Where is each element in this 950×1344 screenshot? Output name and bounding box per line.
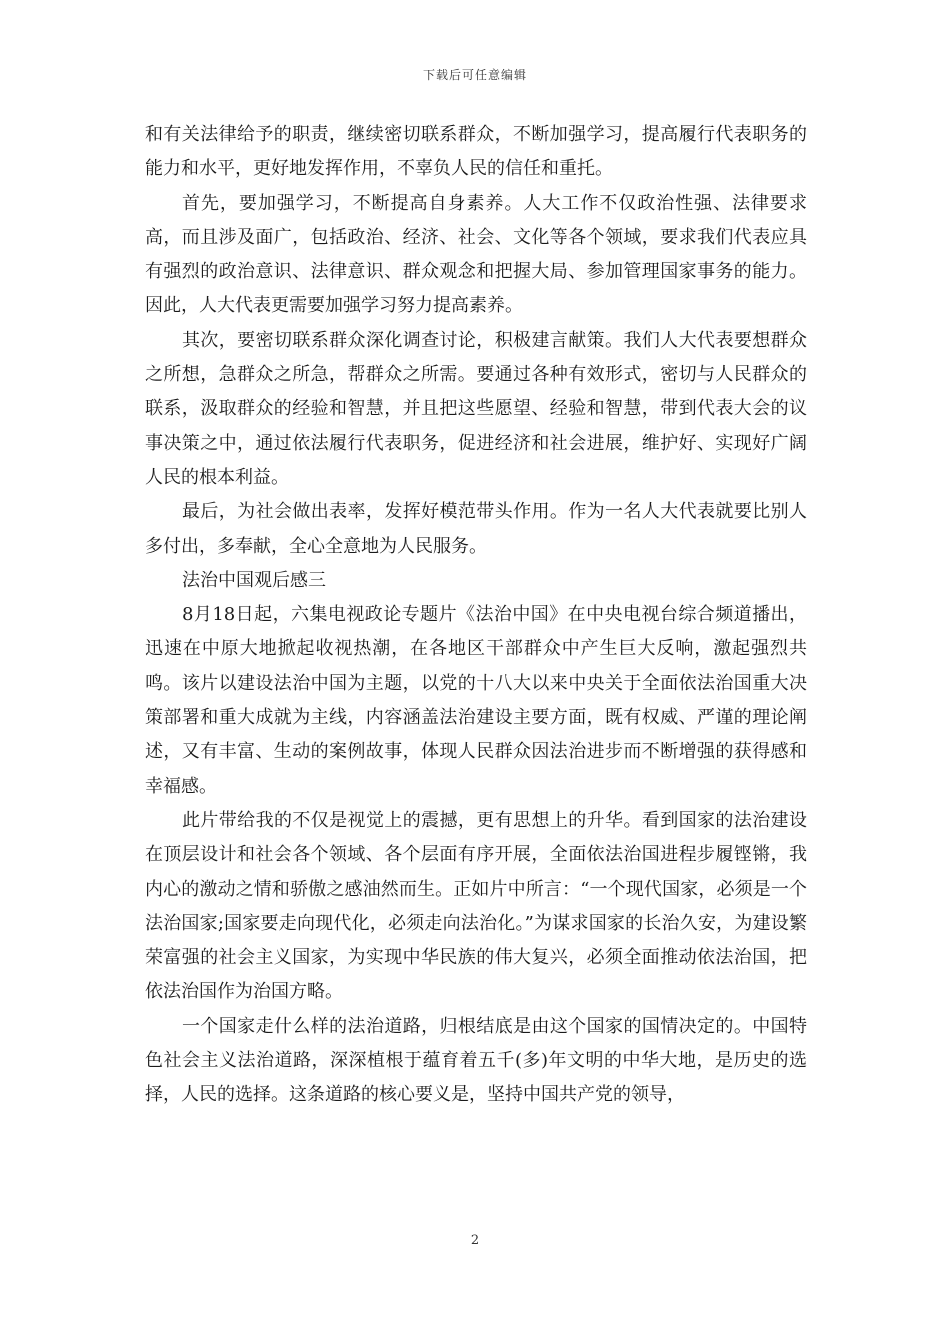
paragraph-continuation: 和有关法律给予的职责，继续密切联系群众，不断加强学习，提高履行代表职务的能力和水平，更好地发挥作用，不辜负人民的信任和重托。: [145, 124, 807, 180]
document-body: [145, 118, 807, 1113]
page-header: 下载后可任意编辑: [422, 68, 527, 82]
paragraph-last: 最后，为社会做出表率，发挥好模范带头作用。作为一名人大代表就要比别人多付出，多奉献，全心全意地为人民服务。: [145, 501, 807, 557]
section-title: 法治中国观后感三: [182, 569, 326, 591]
paragraph-impression: 此片带给我的不仅是视觉上的震撼，更有思想上的升华。看到国家的法治建设在顶层设计和社会各个领域、各个层面有序开展，全面依法治国进程步履铿锵，我内心的激动之情和骄傲之感油然而生。正如片中所言：“一个现代国家，必须是一个法治国家;国家要走向现代化，必须走向法治化。”为谋求国家的长治久安，为建设繁荣富强的社会主义国家，为实现中华民族的伟大复兴，必须全面推动依法治国，把依法治国作为治国方略。: [145, 809, 807, 1003]
paragraph-second: 其次，要密切联系群众深化调查讨论，积极建言献策。我们人大代表要想群众之所想，急群众之所急，帮群众之所需。要通过各种有效形式，密切与人民群众的联系，汲取群众的经验和智慧，并且把这些愿望、经验和智慧，带到代表大会的议事决策之中，通过依法履行代表职务，促进经济和社会进展，维护好、实现好广阔人民的根本利益。: [145, 329, 807, 488]
page-number: 2: [470, 1233, 480, 1248]
paragraph-first: 首先，要加强学习，不断提高自身素养。人大工作不仅政治性强、法律要求高，而且涉及面广，包括政治、经济、社会、文化等各个领域，要求我们代表应具有强烈的政治意识、法律意识、群众观念和把握大局、参加管理国家事务的能力。因此，人大代表更需要加强学习努力提高素养。: [145, 192, 807, 317]
paragraph-broadcast: 8月18日起，六集电视政论专题片《法治中国》在中央电视台综合频道播出，迅速在中原大地掀起收视热潮，在各地区干部群众中产生巨大反响，激起强烈共鸣。该片以建设法治中国为主题，以党的十八大以来中央关于全面依法治国重大决策部署和重大成就为主线，内容涵盖法治建设主要方面，既有权威、严谨的理论阐述，又有丰富、生动的案例故事，体现人民群众因法治进步而不断增强的获得感和幸福感。: [145, 604, 807, 797]
paragraph-road: 一个国家走什么样的法治道路，归根结底是由这个国家的国情决定的。中国特色社会主义法治道路，深深植根于蕴育着五千(多)年文明的中华大地，是历史的选择，人民的选择。这条道路的核心要义是，坚持中国共产党的领导，: [145, 1015, 807, 1106]
